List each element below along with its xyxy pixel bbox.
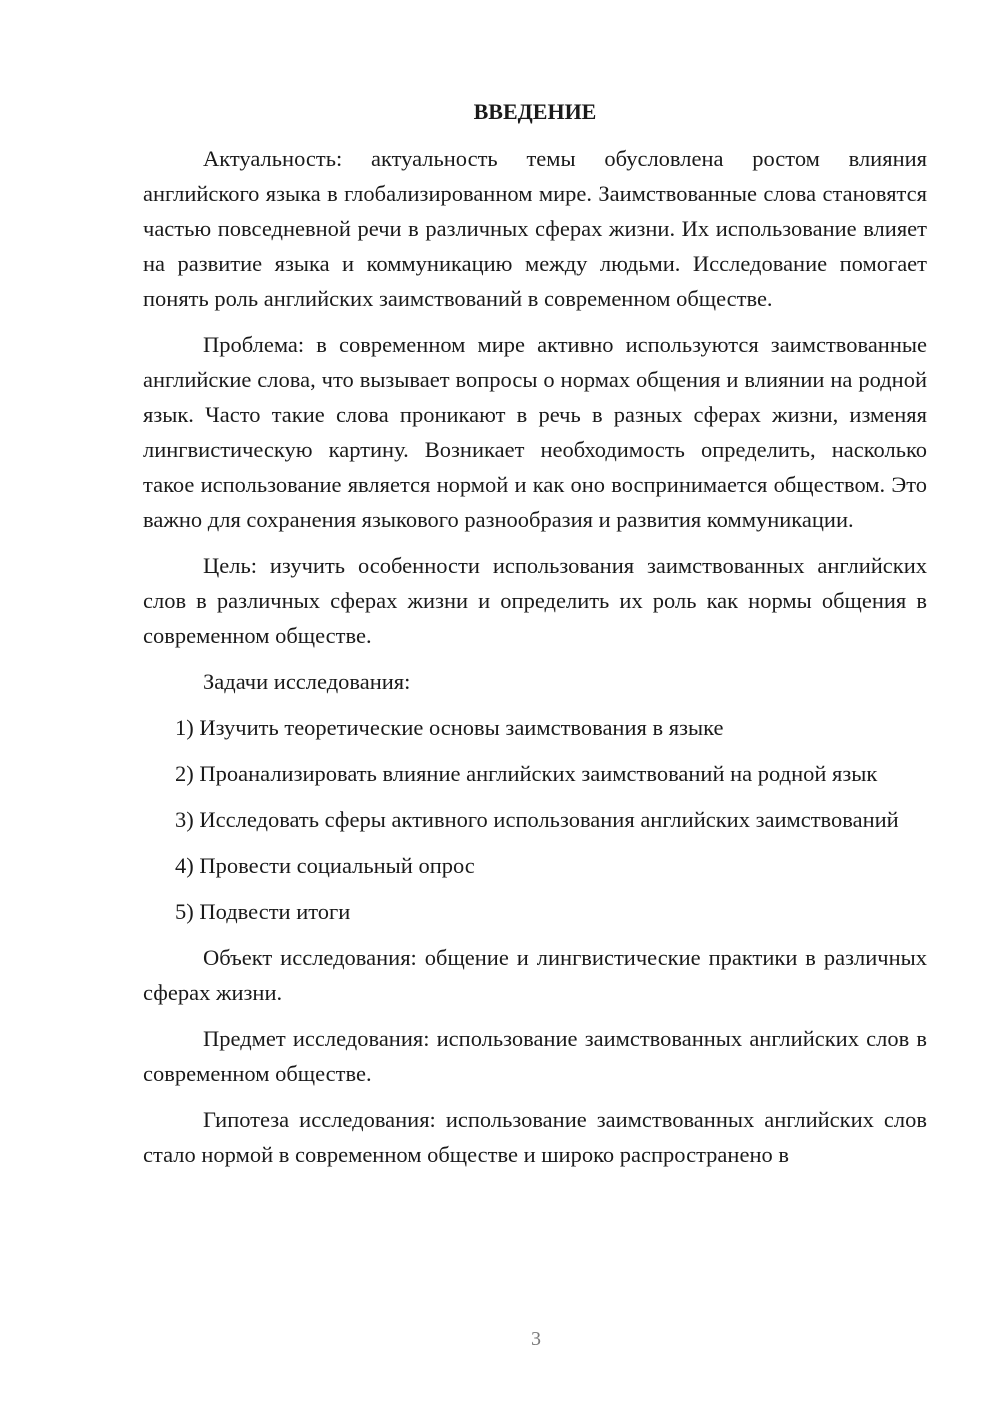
page-body [143,94,927,1183]
task-item: 5) Подвести итоги [175,899,351,924]
subject-paragraph: Предмет исследования: использование заимствованных английских слов в современном обществе. [143,1026,927,1086]
relevance-paragraph: Актуальность: актуальность темы обусловлена ростом влияния английского языка в глобализированном мире. Заимствованные слова становятся частью повседневной речи в различных сферах жизни. Их использование влияет на развитие языка и коммуникацию между людьми. Исследование помогает понять роль английских заимствований в современном обществе. [143,146,927,311]
object-paragraph: Объект исследования: общение и лингвистические практики в различных сферах жизни. [143,945,927,1005]
hypothesis-paragraph: Гипотеза исследования: использование заимствованных английских слов стало нормой в современном обществе и широко распространено в [143,1107,927,1167]
section-heading: ВВЕДЕНИЕ [473,99,597,124]
task-item: 1) Изучить теоретические основы заимствования в языке [175,715,724,740]
tasks-title: Задачи исследования: [203,669,411,694]
goal-paragraph: Цель: изучить особенности использования заимствованных английских слов в различных сферах жизни и определить их роль как нормы общения в современном обществе. [143,553,927,648]
task-item: 3) Исследовать сферы активного использования английских заимствований [175,807,899,832]
problem-paragraph: Проблема: в современном мире активно используются заимствованные английские слова, что вызывает вопросы о нормах общения и влиянии на родной язык. Часто такие слова проникают в речь в разных сферах жизни, изменяя лингвистическую картину. Возникает необходимость определить, насколько такое использование является нормой и как оно воспринимается обществом. Это важно для сохранения языкового разнообразия и развития коммуникации. [143,332,927,532]
page-number: 3 [531,1328,541,1350]
task-item: 2) Проанализировать влияние английских заимствований на родной язык [175,761,878,786]
task-item: 4) Провести социальный опрос [175,853,475,878]
